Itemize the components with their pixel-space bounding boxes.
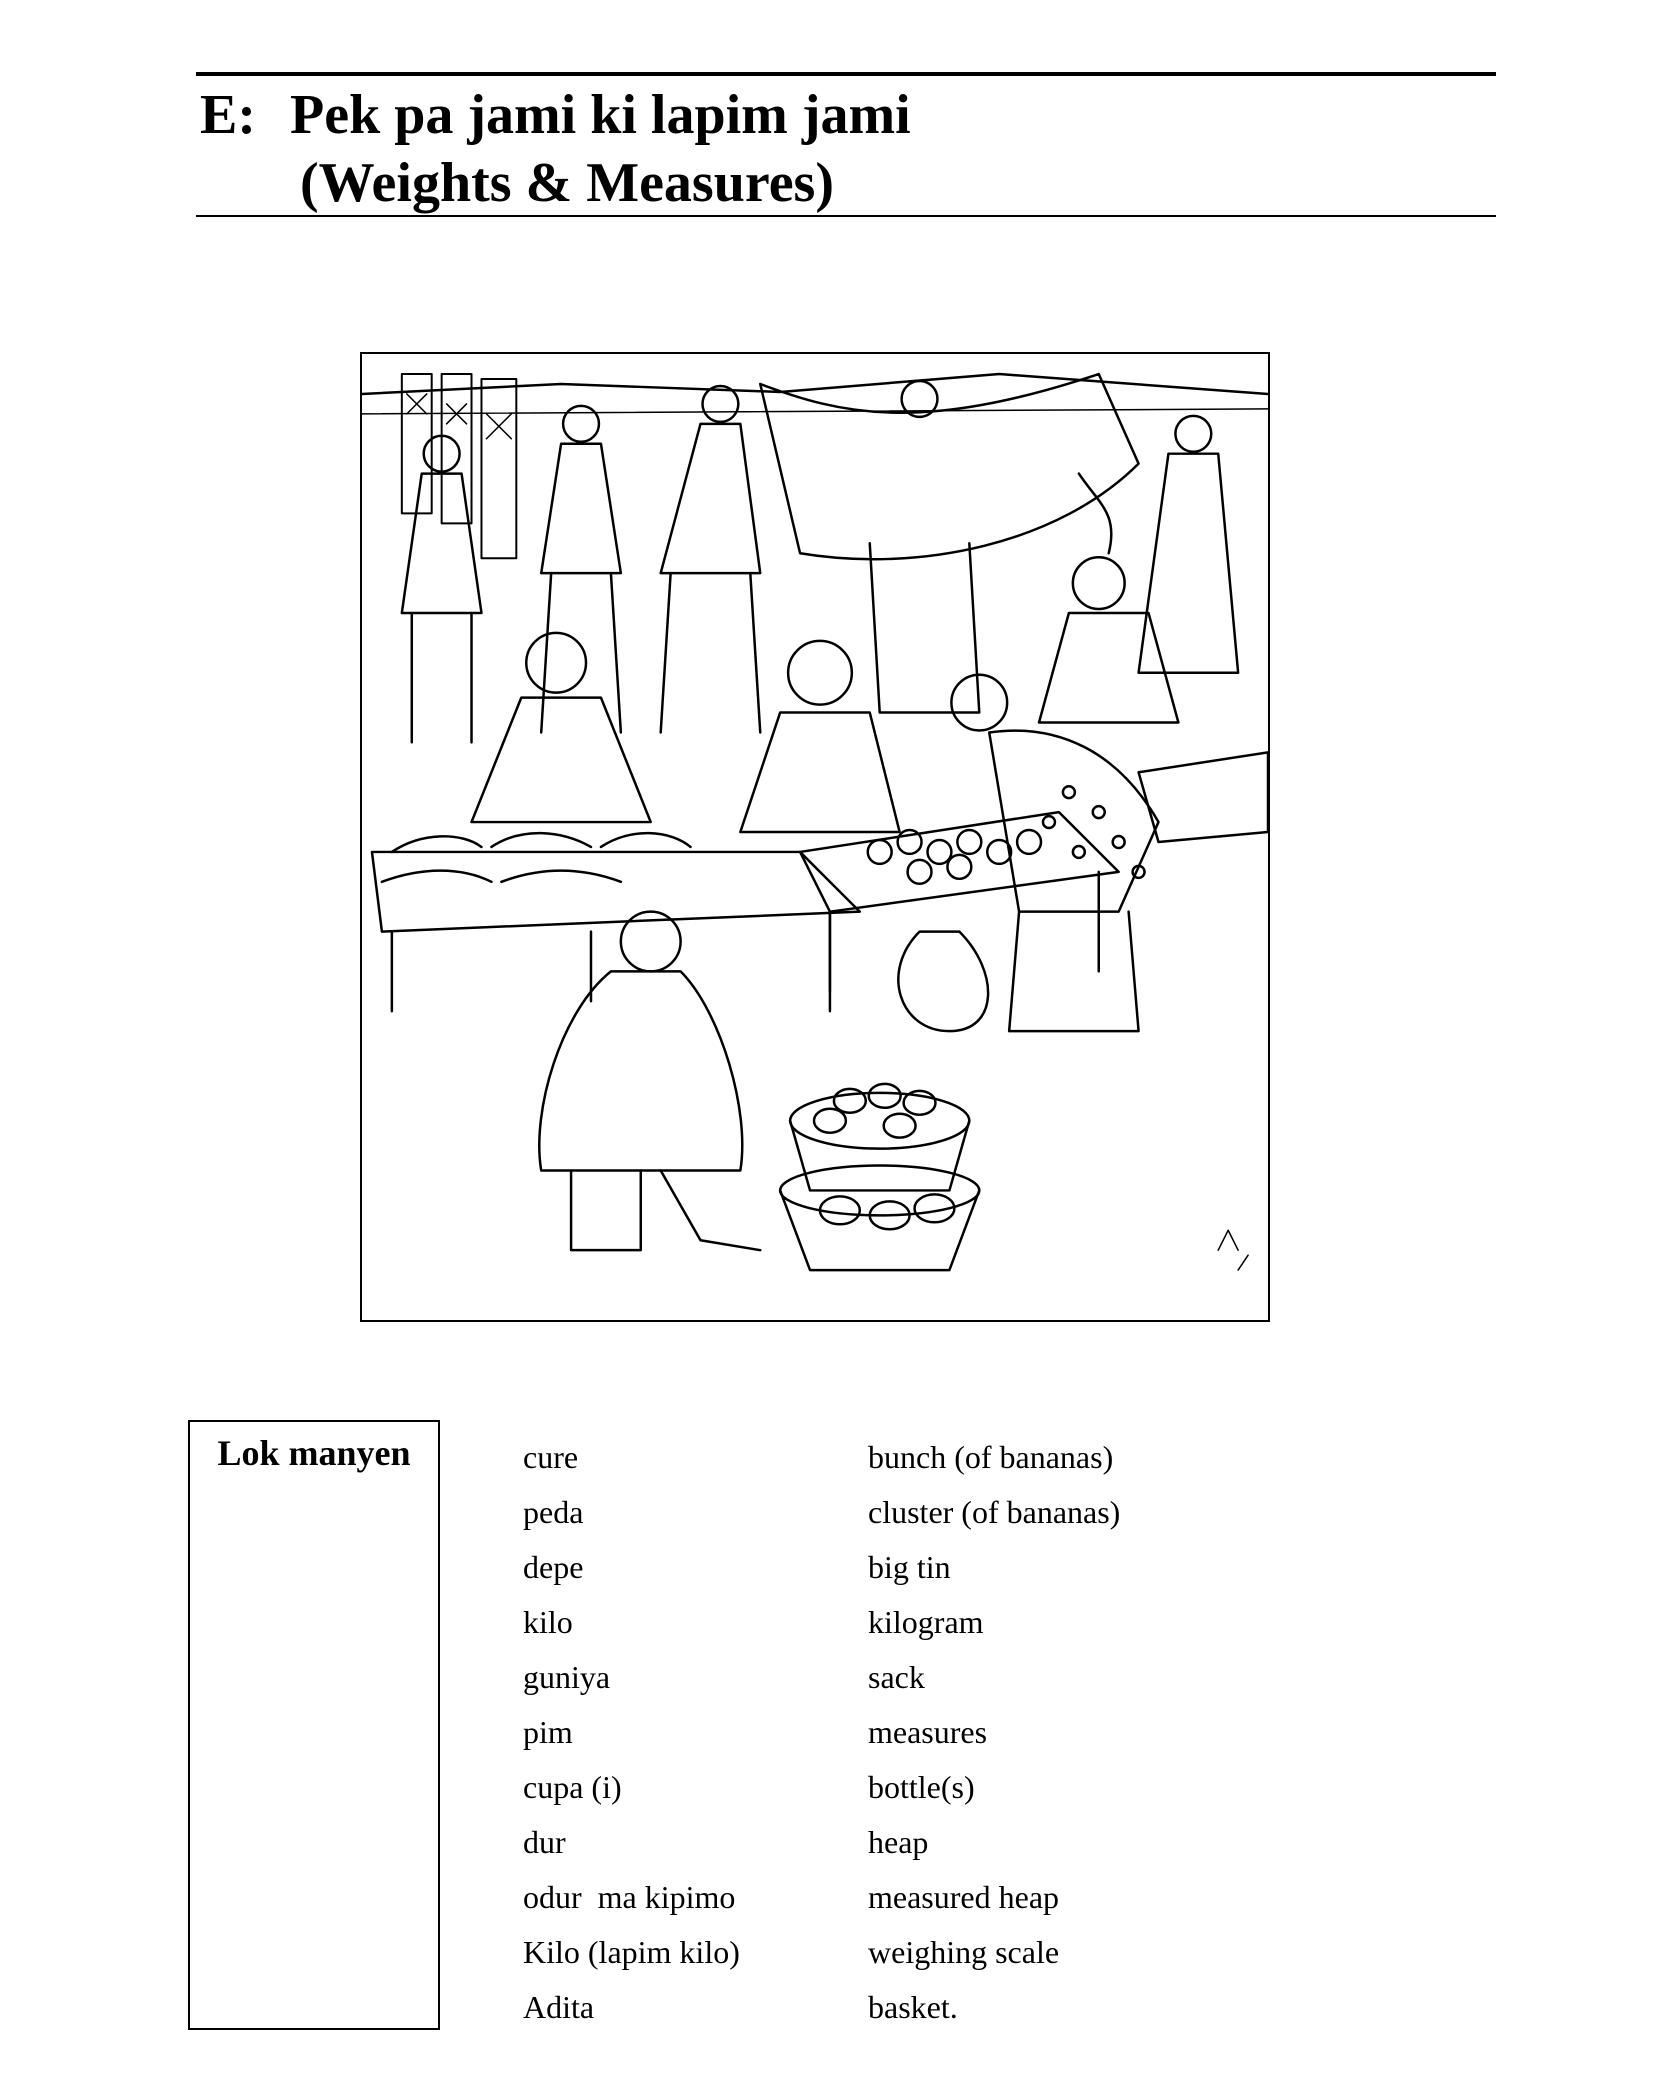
vocab-gloss: weighing scale bbox=[868, 1934, 1060, 1970]
vocab-term: depe bbox=[523, 1549, 584, 1585]
vocab-gloss: heap bbox=[868, 1824, 929, 1860]
vocab-gloss: cluster (of bananas) bbox=[868, 1494, 1121, 1530]
vocab-term: Adita bbox=[523, 1989, 595, 2025]
vocab-row bbox=[523, 1542, 1423, 1597]
section-subtitle: (Weights & Measures) bbox=[300, 152, 834, 214]
vocab-gloss: measures bbox=[868, 1714, 988, 1750]
heading-rule-bottom bbox=[196, 215, 1496, 217]
vocab-gloss: bunch (of bananas) bbox=[868, 1439, 1114, 1475]
vocab-term: kilo bbox=[523, 1604, 573, 1640]
vocab-term: peda bbox=[523, 1494, 584, 1530]
vocab-term: Kilo (lapim kilo) bbox=[523, 1934, 740, 1970]
vocab-row bbox=[523, 1707, 1423, 1762]
vocab-gloss: measured heap bbox=[868, 1879, 1060, 1915]
vocab-row bbox=[523, 1927, 1423, 1982]
vocab-term: odur ma kipimo bbox=[523, 1879, 736, 1915]
vocab-row bbox=[523, 1762, 1423, 1817]
vocab-row bbox=[523, 1652, 1423, 1707]
vocabulary-box-title: Lok manyen bbox=[217, 1433, 411, 1473]
vocab-term: cupa (i) bbox=[523, 1769, 622, 1805]
section-letter: E: bbox=[200, 84, 256, 146]
vocabulary-list bbox=[523, 1432, 1423, 2037]
vocab-gloss: sack bbox=[868, 1659, 925, 1695]
heading-rule-top bbox=[196, 72, 1496, 76]
vocab-row bbox=[523, 1817, 1423, 1872]
vocab-row bbox=[523, 1872, 1423, 1927]
vocabulary-box bbox=[188, 1420, 440, 2030]
vocab-gloss: kilogram bbox=[868, 1604, 984, 1640]
vocab-term: pim bbox=[523, 1714, 573, 1750]
vocab-gloss: bottle(s) bbox=[868, 1769, 975, 1805]
vocab-term: guniya bbox=[523, 1659, 611, 1695]
vocab-row bbox=[523, 1597, 1423, 1652]
vocab-gloss: big tin bbox=[868, 1549, 951, 1585]
market-illustration bbox=[360, 352, 1270, 1322]
section-title: Pek pa jami ki lapim jami bbox=[290, 84, 911, 146]
vocab-row bbox=[523, 1432, 1423, 1487]
vocab-term: cure bbox=[523, 1439, 579, 1475]
vocab-gloss: basket. bbox=[868, 1989, 958, 2025]
vocab-term: dur bbox=[523, 1824, 566, 1860]
page-heading bbox=[200, 82, 911, 148]
vocab-row bbox=[523, 1982, 1423, 2037]
vocab-row bbox=[523, 1487, 1423, 1542]
